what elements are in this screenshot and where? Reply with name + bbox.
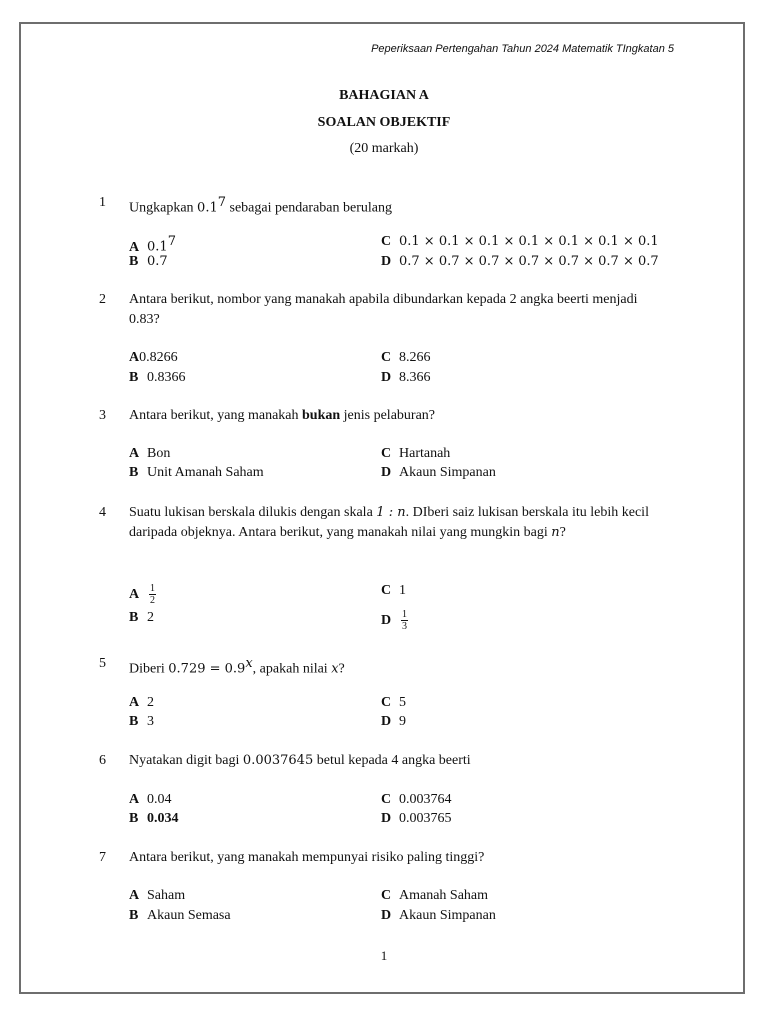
section-subtitle: SOALAN OBJEKTIF [317, 115, 451, 130]
option-b[interactable]: B 2 [129, 610, 154, 625]
option-b[interactable]: B 3 [129, 714, 154, 729]
option-c[interactable]: C 5 [381, 695, 406, 710]
option-d[interactable]: D 0.003765 [381, 811, 452, 826]
question-text: Antara berikut, yang manakah mempunyai risiko paling tinggi? [129, 850, 485, 865]
question-text: Nyatakan digit bagi 0.0037645 betul kepada 4 angka beerti [129, 753, 471, 768]
question-number: 1 [99, 195, 106, 210]
question-text: Antara berikut, yang manakah bukan jenis pelaburan? [129, 408, 436, 423]
option-b[interactable]: B Akaun Semasa [129, 908, 231, 923]
option-a[interactable]: A 0.04 [129, 792, 172, 807]
section-title: BAHAGIAN A [339, 88, 429, 103]
option-b[interactable]: B 0.034 [129, 811, 179, 826]
section-marks: (20 markah) [349, 141, 419, 156]
option-a[interactable]: A Saham [129, 888, 186, 903]
option-a[interactable]: A $0.1^7$ [129, 234, 176, 255]
option-b[interactable]: B 0.8366 [129, 370, 186, 385]
page-header: Peperiksaan Pertengahan Tahun 2024 Matematik TIngkatan 5 [371, 43, 674, 55]
option-a[interactable]: A $\frac{1}{2}$ [129, 583, 155, 606]
fraction: $\frac{1}{2}$ [150, 583, 155, 606]
option-c[interactable]: C Amanah Saham [381, 888, 489, 903]
option-c[interactable]: C 8.266 [381, 350, 431, 365]
option-c[interactable]: C 0.1 × 0.1 × 0.1 × 0.1 × 0.1 × 0.1 × 0.1 [381, 234, 659, 249]
option-b[interactable]: B 0.7 [129, 254, 168, 269]
option-a[interactable]: A 2 [129, 695, 154, 710]
question-number: 4 [99, 505, 106, 520]
question-text: Ungkapkan $0.1^7$ sebagai pendaraban berulang [129, 195, 392, 216]
question-text: Diberi $0.729 = 0.9^x$, apakah nilai x? [129, 656, 345, 677]
question-number: 3 [99, 408, 106, 423]
option-a[interactable]: A Bon [129, 446, 171, 461]
option-d[interactable]: D 0.7 × 0.7 × 0.7 × 0.7 × 0.7 × 0.7 × 0.7 [381, 254, 659, 269]
fraction: $\frac{1}{3}$ [402, 609, 407, 632]
option-c[interactable]: C 1 [381, 583, 406, 598]
option-d[interactable]: D 8.366 [381, 370, 431, 385]
option-d[interactable]: D Akaun Simpanan [381, 465, 496, 480]
option-b[interactable]: B Unit Amanah Saham [129, 465, 264, 480]
option-a[interactable]: A0.8266 [129, 350, 178, 365]
question-text: Antara berikut, nombor yang manakah apabila dibundarkan kepada 2 angka beerti menjadi 0.83? [129, 292, 638, 327]
option-d[interactable]: D 9 [381, 714, 406, 729]
option-d[interactable]: D $\frac{1}{3}$ [381, 609, 407, 632]
question-number: 6 [99, 753, 106, 768]
page-number: 1 [380, 948, 388, 963]
option-d[interactable]: D Akaun Simpanan [381, 908, 496, 923]
option-c[interactable]: C 0.003764 [381, 792, 452, 807]
option-c[interactable]: C Hartanah [381, 446, 451, 461]
question-number: 2 [99, 292, 106, 307]
question-number: 5 [99, 656, 106, 671]
question-text: Suatu lukisan berskala dilukis dengan skala 1 : n. DIberi saiz lukisan berskala itu lebih kecil daripada objeknya. Antara berikut, yang manakah nilai yang mungkin bagi n? [129, 505, 649, 540]
question-number: 7 [99, 850, 106, 865]
